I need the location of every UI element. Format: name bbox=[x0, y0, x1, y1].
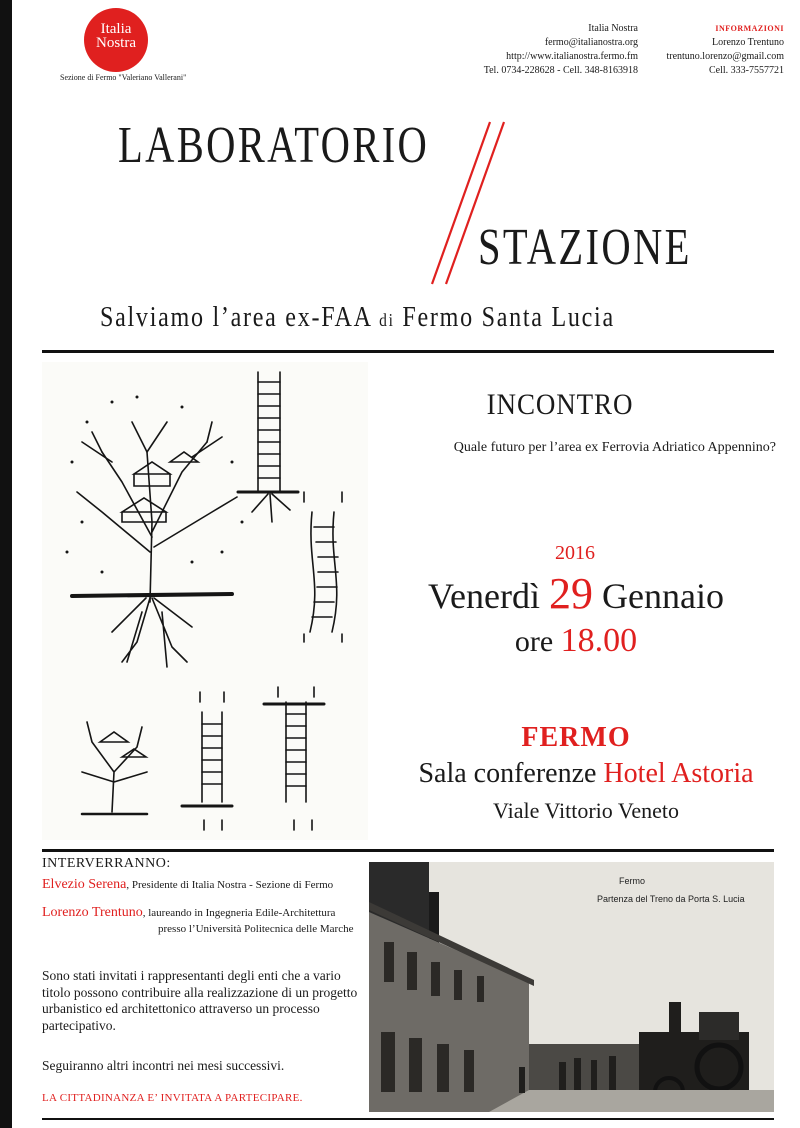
event-day: 29 bbox=[549, 569, 593, 618]
venue-prefix: Sala conferenze bbox=[418, 758, 597, 789]
contact-org-web[interactable]: http://www.italianostra.fermo.fm bbox=[506, 51, 638, 62]
event-weekday: Venerdì bbox=[428, 576, 540, 616]
venue-hotel: Hotel Astoria bbox=[603, 758, 754, 789]
architectural-sketch-image bbox=[42, 362, 368, 840]
event-date bbox=[376, 568, 776, 619]
logo-section-name: Sezione di Fermo "Valeriano Vallerani" bbox=[60, 73, 187, 82]
speakers-heading: INTERVERRANNO: bbox=[42, 856, 171, 871]
photo-caption-2: Partenza del Treno da Porta S. Lucia bbox=[597, 894, 745, 904]
speaker-2-role-line-2: presso l’Università Politecnica delle Marche bbox=[158, 923, 354, 935]
speaker-1-name: Elvezio Serena bbox=[42, 877, 127, 892]
info-phone: Cell. 333-7557721 bbox=[709, 65, 784, 76]
event-city: FERMO bbox=[521, 722, 631, 753]
divider-bottom bbox=[42, 1118, 774, 1120]
event-question: Quale futuro per l’area ex Ferrovia Adriatico Appennino? bbox=[453, 440, 776, 455]
invited-paragraph: Sono stati invitati i rappresentanti degli enti che a vario titolo possono contribuire alla realizzazione di un progetto urbanistico ed architettonico attraverso un processo partecipativo. bbox=[42, 968, 358, 1033]
event-heading: INCONTRO bbox=[486, 388, 634, 421]
title-stazione: STAZIONE bbox=[478, 219, 692, 276]
contact-org-phone: Tel. 0734-228628 - Cell. 348-8163918 bbox=[483, 65, 638, 76]
italia-nostra-logo bbox=[84, 8, 148, 72]
speaker-1-role: , Presidente di Italia Nostra - Sezione di Fermo bbox=[126, 879, 334, 891]
speaker-2 bbox=[42, 904, 362, 937]
event-time-prefix: ore bbox=[514, 625, 554, 658]
left-black-bar bbox=[0, 0, 12, 1128]
speaker-1 bbox=[42, 876, 372, 893]
title-laboratorio: LABORATORIO bbox=[118, 117, 430, 174]
logo-line-1: Italia bbox=[100, 21, 132, 37]
info-email[interactable]: trentuno.lorenzo@gmail.com bbox=[666, 51, 784, 62]
contact-organization bbox=[484, 22, 638, 78]
event-venue bbox=[376, 758, 796, 790]
contact-org-name: Italia Nostra bbox=[588, 23, 638, 34]
contact-information bbox=[666, 22, 784, 78]
speaker-2-name: Lorenzo Trentuno bbox=[42, 905, 143, 920]
subtitle-part-2: Fermo Santa Lucia bbox=[394, 302, 615, 333]
contact-org-email[interactable]: fermo@italianostra.org bbox=[544, 37, 638, 48]
photo-caption-1: Fermo bbox=[619, 876, 646, 886]
event-year: 2016 bbox=[555, 542, 595, 564]
divider-top bbox=[42, 350, 774, 353]
logo-line-2: Nostra bbox=[96, 35, 136, 51]
event-time bbox=[496, 622, 656, 660]
event-street: Viale Vittorio Veneto bbox=[493, 798, 679, 823]
divider-middle bbox=[42, 849, 774, 852]
subtitle bbox=[100, 302, 615, 336]
subtitle-di: di bbox=[379, 310, 395, 330]
event-month: Gennaio bbox=[602, 576, 724, 616]
event-time-value: 18.00 bbox=[560, 622, 638, 659]
call-to-action: LA CITTADINANZA E’ INVITATA A PARTECIPARE. bbox=[42, 1092, 303, 1104]
more-meetings-note: Seguiranno altri incontri nei mesi successivi. bbox=[42, 1058, 285, 1073]
info-name: Lorenzo Trentuno bbox=[712, 37, 784, 48]
historic-station-photo bbox=[369, 862, 774, 1112]
speaker-2-role: , laureando in Ingegneria Edile-Architettura bbox=[142, 907, 336, 919]
info-heading: INFORMAZIONI bbox=[715, 24, 784, 33]
subtitle-part-1: Salviamo l’area ex-FAA bbox=[100, 302, 380, 333]
